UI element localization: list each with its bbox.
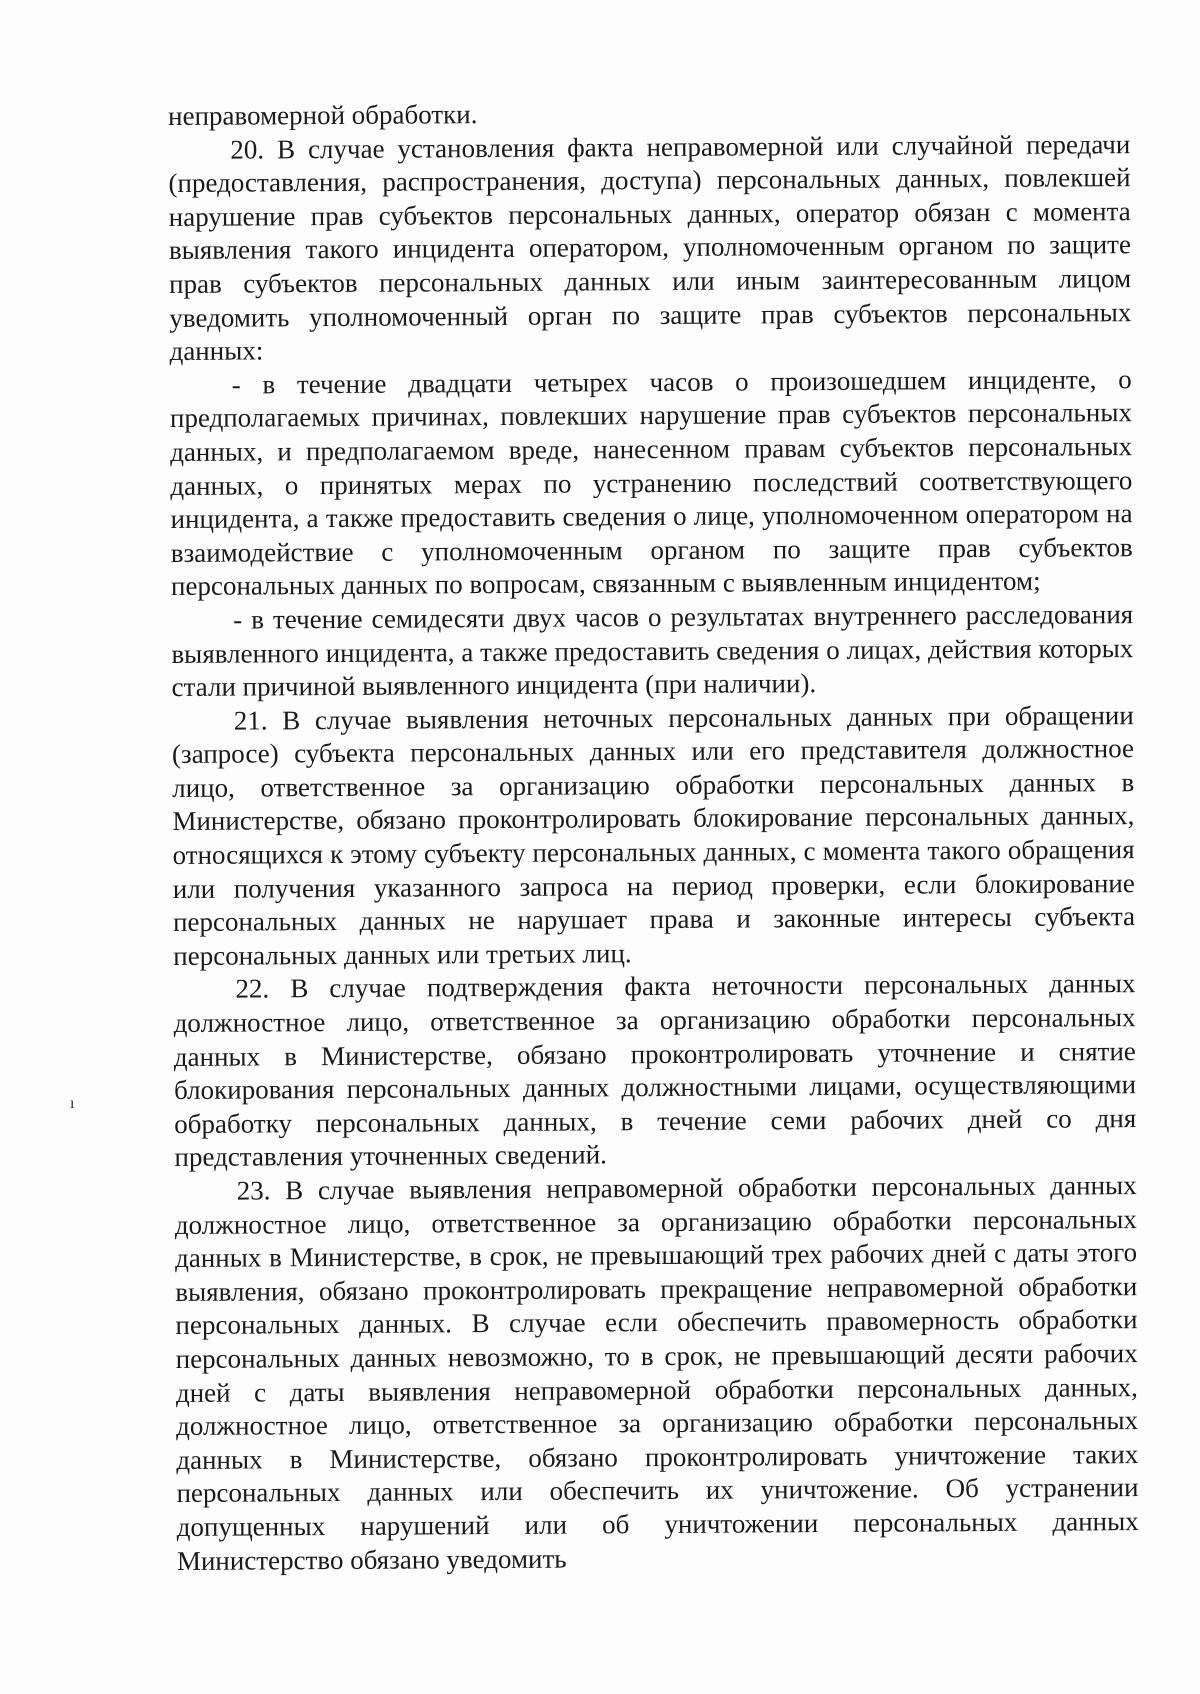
paragraph-20: 20. В случае установления факта неправомерной или случайной передачи (предоставления, распространения, доступа) персональных данных, повлекшей нарушение прав субъектов персональных данных, оператор обязан с момента выявления такого инцидента оператором, уполномоченным органом по защите прав субъектов персональных данных или иным заинтересованным лицом уведомить уполномоченный орган по защите прав субъектов персональных данных: — [168, 128, 1132, 367]
list-item-72-hours: - в течение семидесяти двух часов о результатах внутреннего расследования выявленного инцидента, а также предоставить сведения о лицах, действия которых стали причиной выявленного инцидента (при наличии). — [171, 599, 1134, 703]
paragraph-continuation: неправомерной обработки. — [168, 99, 478, 131]
paragraph-22: 22. В случае подтверждения факта неточности персональных данных должностное лицо, ответственное за организацию обработки персональных данных в Министерстве, обязано проконтролировать уточнение и снятие блокирования персональных данных должностными лицами, осуществляющими обработку персональных данных, в течение семи рабочих дней со дня представления уточненных сведений. — [173, 968, 1137, 1173]
scan-speck: ı — [70, 1095, 75, 1112]
paragraph-23: 23. В случае выявления неправомерной обработки персональных данных должностное лицо, ответственное за организацию обработки персональных данных в Министерстве, в срок, не превышающий трех рабочих дней с даты этого выявления, обязано проконтролировать прекращение неправомерной обработки персональных данных. В случае если обеспечить правомерность обработки персональных данных невозможно, то в срок, не превышающий десяти рабочих дней с даты выявления неправомерной обработки персональных данных, должностное лицо, ответственное за организацию обработки персональных данных в Министерстве, обязано проконтролировать уничтожение таких персональных данных или обеспечить их уничтожение. Об устранении допущенных нарушений или об уничтожении персональных данных Министерство обязано уведомить — [174, 1170, 1139, 1576]
paragraph-21: 21. В случае выявления неточных персональных данных при обращении (запросе) субъекта персональных данных или его представителя должностное лицо, ответственное за организацию обработки персональных данных в Министерстве, обязано проконтролировать блокирование персональных данных, относящихся к этому субъекту персональных данных, с момента такого обращения или получения указанного запроса на период проверки, если блокирование персональных данных не нарушает права и законные интересы субъекта персональных данных или третьих лиц. — [171, 699, 1136, 971]
list-item-24-hours: - в течение двадцати четырех часов о произошедшем инциденте, о предполагаемых причинах, повлекших нарушение прав субъектов персональных данных, и предполагаемом вреде, нанесенном правам субъектов персональных данных, о принятых мерах по устранению последствий соответствующего инцидента, а также предоставить сведения о лице, уполномоченном оператором на взаимодействие с уполномоченным органом по защите прав субъектов персональных данных по вопросам, связанным с выявленным инцидентом; — [169, 363, 1133, 602]
document-body — [168, 94, 1139, 1578]
